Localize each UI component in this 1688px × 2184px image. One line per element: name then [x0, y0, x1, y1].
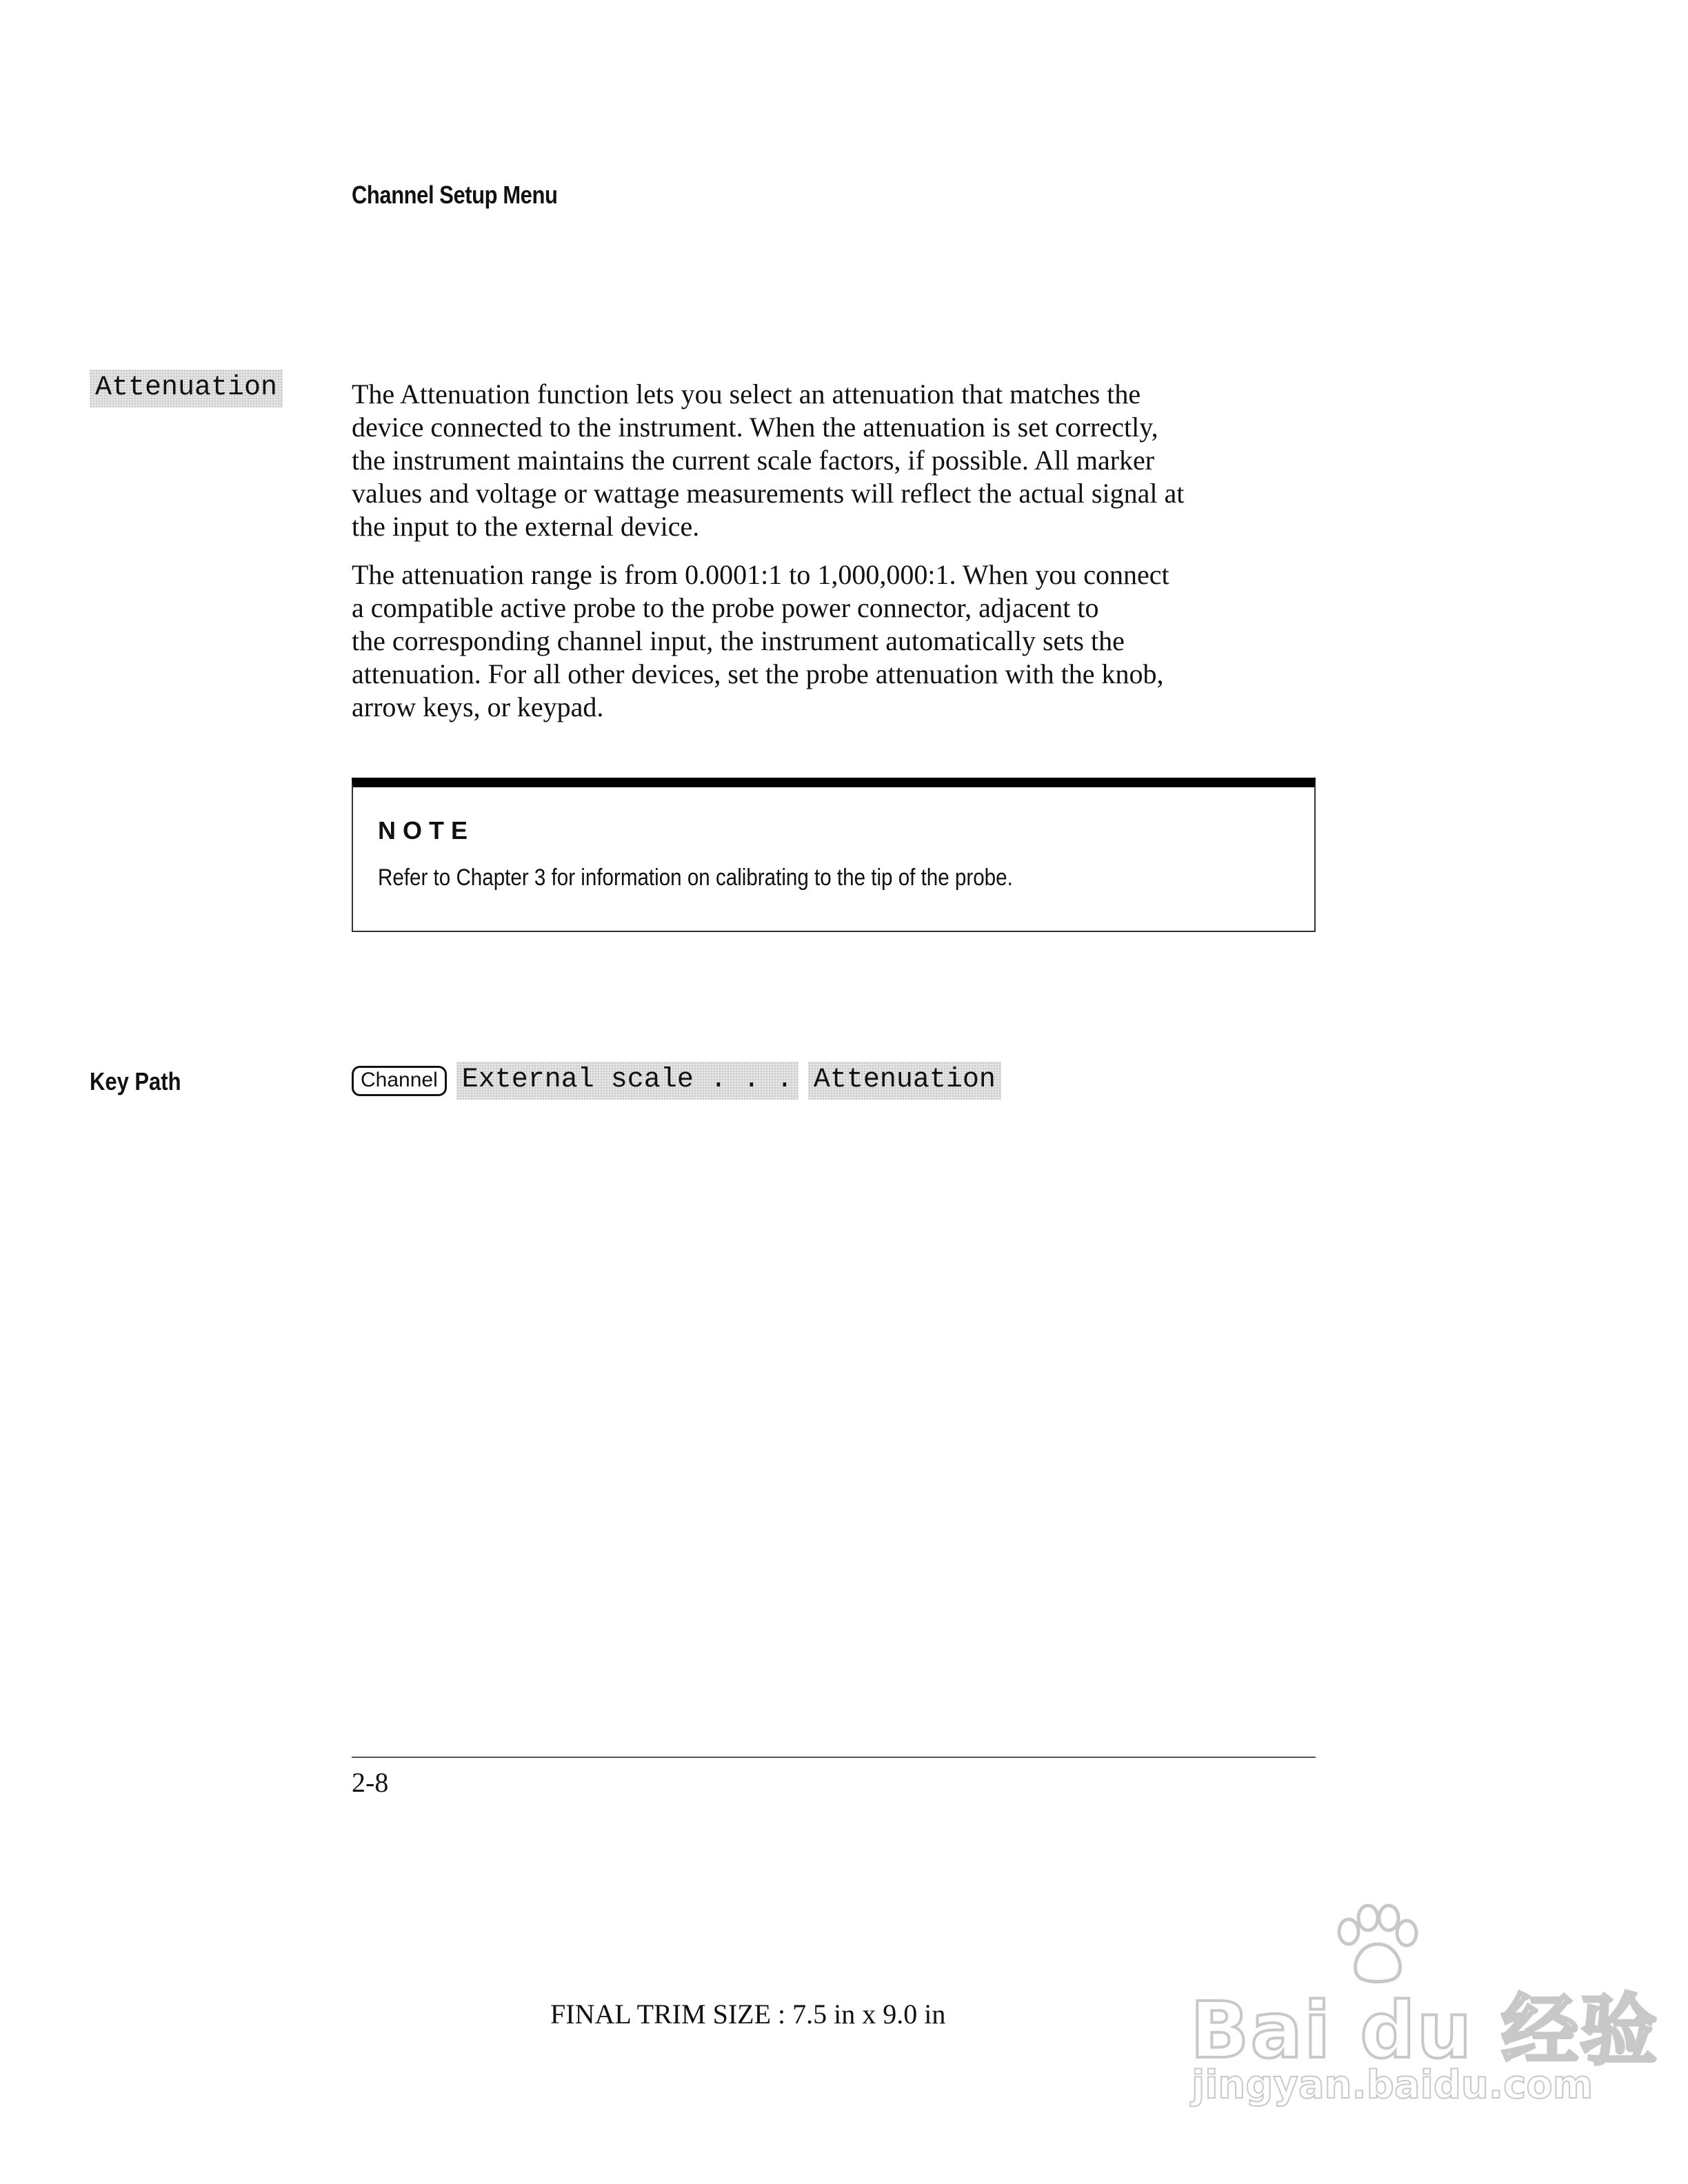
paragraph-range: The attenuation range is from 0.0001:1 to 1,000,000:1. When you connect a compatible active probe to the probe power connector, adjacent to the corresponding channel input, the instrument automatically sets the attenuation. For all other devices, set the probe attenuation with the knob, arrow keys, or keypad.: [352, 559, 1169, 722]
page-number: 2-8: [352, 1767, 389, 1798]
attenuation-softkey-label: Attenuation: [90, 370, 283, 407]
watermark-brand: Bai du 经验: [1190, 1986, 1659, 2076]
baidu-watermark: [1190, 1903, 1659, 2110]
running-header-title: Channel Setup Menu: [352, 181, 558, 209]
attenuation-softkey: Attenuation: [808, 1062, 1001, 1100]
channel-hardkey: Channel: [352, 1066, 447, 1096]
external-scale-softkey: External scale . . .: [456, 1062, 798, 1100]
key-path-sequence: [352, 1062, 1001, 1100]
trim-size-note: FINAL TRIM SIZE : 7.5 in x 9.0 in: [550, 1999, 946, 2030]
note-title: NOTE: [378, 816, 475, 845]
watermark-url: jingyan.baidu.com: [1192, 2063, 1594, 2107]
note-text: Refer to Chapter 3 for information on calibrating to the tip of the probe.: [378, 865, 1013, 891]
key-path-label: Key Path: [90, 1067, 181, 1095]
paragraph-description: The Attenuation function lets you select an attenuation that matches the device connected to the instrument. When the attenuation is set correctly, the instrument maintains the current scale factors, if possible. All marker values and voltage or wattage measurements will reflect the actual signal at the input to the external device.: [352, 378, 1185, 542]
footer-rule: [352, 1757, 1316, 1758]
section-body: [352, 378, 1310, 739]
section-label: [90, 372, 283, 403]
note-box: [352, 778, 1316, 932]
